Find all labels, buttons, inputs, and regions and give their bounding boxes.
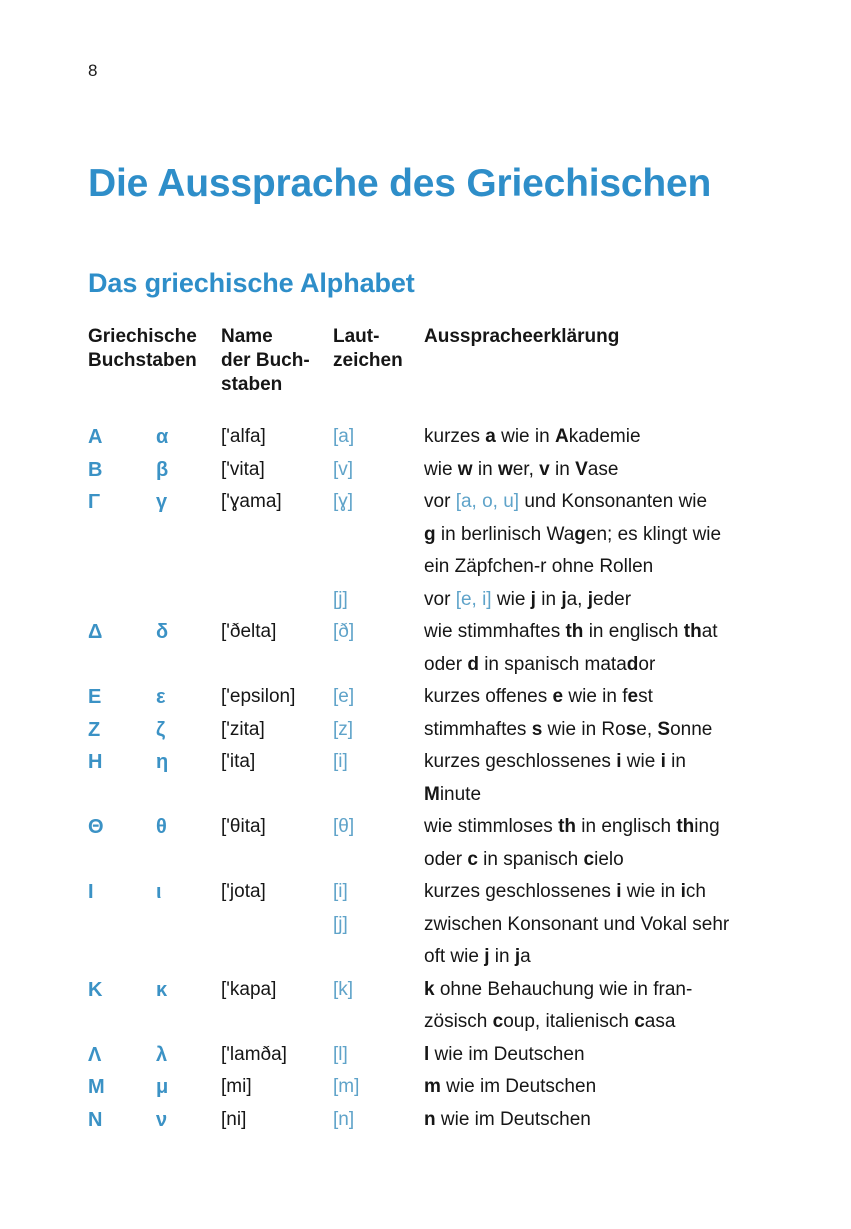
greek-uppercase-letter: Ε <box>88 686 102 708</box>
greek-uppercase-letter: Ζ <box>88 718 101 741</box>
header-pronunciation-explanation <box>424 325 788 349</box>
inline-phonetic-symbol: [e, i] <box>455 588 492 610</box>
description-line: vor [e, i] wie j in ja, jeder <box>424 588 632 610</box>
description-line: k ohne Behauchung wie in fran- <box>424 978 693 1000</box>
phonetic-symbol: [j] <box>333 913 348 935</box>
page-number: 8 <box>88 61 98 80</box>
description-line: m wie im Deutschen <box>424 1076 597 1097</box>
table-header-row <box>88 325 788 421</box>
phonetic-symbol: [e] <box>333 686 355 707</box>
description-line: n wie im Deutschen <box>424 1108 591 1130</box>
pronunciation-description <box>424 1104 788 1137</box>
letter-name: ['ɣama] <box>221 491 282 512</box>
table-row <box>88 454 788 487</box>
pronunciation-description <box>424 974 788 1039</box>
greek-lowercase-letter: μ <box>156 1076 169 1098</box>
greek-uppercase-letter: Ν <box>88 1108 103 1131</box>
table-row <box>88 486 788 616</box>
greek-uppercase-letter: Α <box>88 426 103 448</box>
pronunciation-description <box>424 1071 788 1104</box>
phonetic-symbol: [θ] <box>333 816 355 837</box>
phonetic-symbol: [ð] <box>333 621 355 642</box>
greek-lowercase-letter: η <box>156 751 169 773</box>
letter-name: ['kapa] <box>221 978 277 1000</box>
phonetic-symbol: [k] <box>333 978 354 1000</box>
description-line: wie stimmhaftes th in englisch that <box>424 621 718 642</box>
section-heading: Das griechische Alphabet <box>88 268 415 299</box>
description-line: oder d in spanisch matador <box>424 653 656 675</box>
phonetic-symbol: [i] <box>333 881 348 902</box>
phonetic-symbol: [v] <box>333 458 354 480</box>
letter-name: ['lamða] <box>221 1043 287 1065</box>
letter-name: ['zita] <box>221 718 265 740</box>
header-letter-name-line3: staben <box>221 374 283 395</box>
table-row <box>88 974 788 1039</box>
greek-uppercase-letter: Ι <box>88 881 94 903</box>
header-greek-letters-line2: Buchstaben <box>88 350 197 371</box>
pronunciation-description <box>424 876 788 909</box>
description-line: oft wie j in ja <box>424 946 531 967</box>
phonetic-symbol: [n] <box>333 1108 355 1130</box>
table-row <box>88 811 788 876</box>
greek-uppercase-letter: Θ <box>88 816 104 838</box>
letter-name: ['θita] <box>221 816 266 837</box>
greek-lowercase-letter: α <box>156 426 169 448</box>
description-line: kurzes a wie in Akademie <box>424 426 641 447</box>
phonetic-symbol: [i] <box>333 751 348 772</box>
description-line: kurzes offenes e wie in fest <box>424 686 653 707</box>
letter-name: ['epsilon] <box>221 686 296 707</box>
greek-lowercase-letter: ε <box>156 686 166 708</box>
pronunciation-description <box>424 811 788 876</box>
greek-lowercase-letter: γ <box>156 491 168 513</box>
header-greek-letters <box>88 325 221 373</box>
header-greek-letters-line1: Griechische <box>88 326 197 347</box>
table-row <box>88 1039 788 1072</box>
description-line: kurzes geschlossenes i wie i in <box>424 751 686 772</box>
greek-uppercase-letter: Δ <box>88 621 103 643</box>
header-letter-name <box>221 325 333 397</box>
letter-name: [ni] <box>221 1108 247 1130</box>
table-row <box>88 876 788 974</box>
description-line: zösisch coup, italienisch casa <box>424 1011 676 1032</box>
description-line: vor [a, o, u] und Konsonanten wie <box>424 491 708 512</box>
description-line: oder c in spanisch cielo <box>424 848 624 870</box>
page-title: Die Aussprache des Griechischen <box>88 162 712 206</box>
header-phonetic-symbol-line2: zeichen <box>333 350 403 371</box>
greek-uppercase-letter: Η <box>88 751 103 773</box>
table-row <box>88 681 788 714</box>
pronunciation-description <box>424 746 788 811</box>
pronunciation-description <box>424 714 788 747</box>
description-line: g in berlinisch Wagen; es klingt wie <box>424 523 722 545</box>
inline-phonetic-symbol: [a, o, u] <box>455 491 520 512</box>
pronunciation-description <box>424 909 788 974</box>
description-line: stimmhaftes s wie in Rose, Sonne <box>424 718 713 740</box>
phonetic-symbol: [z] <box>333 718 354 740</box>
greek-lowercase-letter: ι <box>156 881 162 903</box>
greek-lowercase-letter: ν <box>156 1108 168 1131</box>
description-line: wie stimmloses th in englisch thing <box>424 816 720 837</box>
table-row <box>88 1071 788 1104</box>
greek-uppercase-letter: Β <box>88 458 103 481</box>
header-phonetic-symbol-line1: Laut- <box>333 326 380 347</box>
greek-lowercase-letter: δ <box>156 621 169 643</box>
description-line: Minute <box>424 783 482 805</box>
phonetic-symbol: [m] <box>333 1076 360 1097</box>
phonetic-symbol: [a] <box>333 426 355 447</box>
table-row <box>88 714 788 747</box>
description-line: zwischen Konsonant und Vokal sehr <box>424 913 730 935</box>
letter-name: [mi] <box>221 1076 252 1097</box>
greek-uppercase-letter: Μ <box>88 1076 105 1098</box>
greek-uppercase-letter: Γ <box>88 491 101 513</box>
description-line: wie w in wer, v in Vase <box>424 458 619 480</box>
header-pronunciation-explanation-line1: Ausspracheerklärung <box>424 326 620 347</box>
letter-name: ['ita] <box>221 751 256 772</box>
phonetic-symbol: [l] <box>333 1043 348 1065</box>
letter-name: ['alfa] <box>221 426 266 447</box>
phonetic-symbol: [j] <box>333 588 348 610</box>
description-line: ein Zäpfchen-r ohne Rollen <box>424 556 654 577</box>
table-row <box>88 616 788 681</box>
header-phonetic-symbol <box>333 325 424 373</box>
letter-name: ['vita] <box>221 458 265 480</box>
pronunciation-description <box>424 1039 788 1072</box>
pronunciation-description <box>424 584 788 617</box>
header-letter-name-line1: Name <box>221 326 273 347</box>
greek-lowercase-letter: κ <box>156 978 168 1001</box>
greek-uppercase-letter: Κ <box>88 978 103 1001</box>
greek-lowercase-letter: ζ <box>156 718 166 741</box>
greek-lowercase-letter: λ <box>156 1043 168 1066</box>
description-line: kurzes geschlossenes i wie in ich <box>424 881 706 902</box>
alphabet-table <box>88 325 788 1136</box>
description-line: l wie im Deutschen <box>424 1043 585 1065</box>
pronunciation-description <box>424 421 788 454</box>
letter-name: ['jota] <box>221 881 266 902</box>
table-row <box>88 746 788 811</box>
greek-uppercase-letter: Λ <box>88 1043 102 1066</box>
greek-lowercase-letter: θ <box>156 816 167 838</box>
greek-lowercase-letter: β <box>156 458 169 481</box>
pronunciation-description <box>424 486 788 584</box>
table-body <box>88 421 788 1136</box>
pronunciation-description <box>424 454 788 487</box>
pronunciation-description <box>424 616 788 681</box>
table-row <box>88 1104 788 1137</box>
pronunciation-description <box>424 681 788 714</box>
letter-name: ['ðelta] <box>221 621 277 642</box>
table-row <box>88 421 788 454</box>
header-letter-name-line2: der Buch- <box>221 350 310 371</box>
phonetic-symbol: [ɣ] <box>333 491 354 512</box>
